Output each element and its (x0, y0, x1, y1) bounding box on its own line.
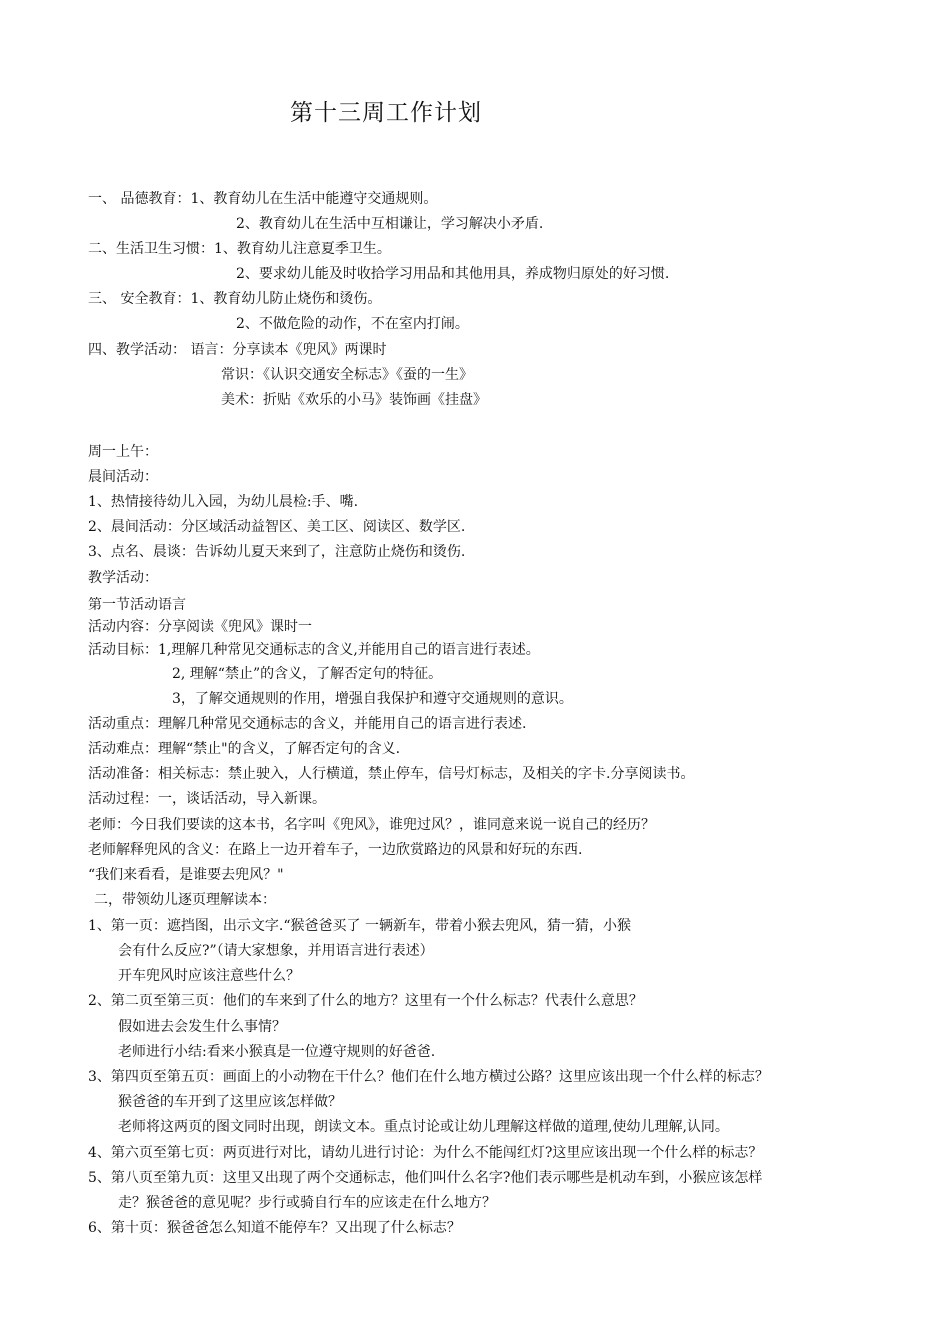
morning-activity-item-2: 2、晨间活动：分区域活动益智区、美工区、阅读区、数学区. (88, 519, 466, 535)
page-6-line: 6、第十页：猴爸爸怎么知道不能停车？又出现了什么标志？ (88, 1220, 461, 1236)
lesson-content: 活动内容：分享阅读《兜风》课时一 (88, 619, 312, 635)
lesson-goal-2: 2, 理解“禁止”的含义，了解否定句的特征。 (172, 666, 443, 682)
plan-teaching-line-3: 美术：折贴《欢乐的小马》装饰画《挂盘》 (221, 392, 487, 408)
morning-activity-item-1: 1、热情接待幼儿入园，为幼儿晨检:手、嘴. (88, 494, 359, 510)
page-1-line-3: 开车兜风时应该注意些什么？ (118, 968, 300, 984)
page-3-line-2: 猴爸爸的车开到了这里应该怎样做？ (118, 1094, 342, 1110)
lesson-goal-3: 3，了解交通规则的作用，增强自我保护和遵守交通规则的意识。 (172, 691, 573, 707)
lesson-preparation: 活动准备：相关标志：禁止驶入，人行横道，禁止停车，信号灯标志，及相关的字卡.分享阅读书。 (88, 766, 695, 782)
lesson-key-point: 活动重点：理解几种常见交通标志的含义，并能用自己的语言进行表述. (88, 716, 527, 732)
plan-safety-line-2: 2、不做危险的动作，不在室内打闹。 (236, 316, 469, 332)
morning-activity-item-3: 3、点名、晨谈：告诉幼儿夏天来到了，注意防止烧伤和烫伤. (88, 544, 466, 560)
plan-teaching-line-2: 常识：《认识交通安全标志》《蚕的一生》 (221, 367, 473, 383)
teacher-line-1: 老师：今日我们要读的这本书，名字叫《兜风》，谁兜过风？，谁同意来说一说自己的经历？ (88, 817, 655, 833)
lesson-difficulty: 活动难点：理解“禁止"的含义，了解否定句的含义. (88, 741, 401, 757)
lesson-goal-1: 活动目标：1,理解几种常见交通标志的含义,并能用自己的语言进行表述。 (88, 642, 540, 658)
teaching-activity-heading: 教学活动： (88, 570, 158, 586)
page-1-line-2: 会有什么反应?”（请大家想象，并用语言进行表述） (118, 943, 434, 959)
lesson-step-2: 二，带领幼儿逐页理解读本： (94, 892, 276, 908)
page-2-line-2: 假如进去会发生什么事情？ (118, 1019, 286, 1035)
plan-moral-line-2: 2、教育幼儿在生活中互相谦让，学习解决小矛盾. (236, 216, 544, 232)
page-2-line-1: 2、第二页至第三页：他们的车来到了什么的地方？这里有一个什么标志？代表什么意思？ (88, 993, 643, 1009)
page-4-line: 4、第六页至第七页：两页进行对比，请幼儿进行讨论：为什么不能闯红灯?这里应该出现一个什么样的标志？ (88, 1145, 763, 1161)
plan-safety-line-1: 三、 安全教育：1、教育幼儿防止烧伤和烫伤。 (88, 291, 382, 307)
plan-moral-line-1: 一、 品德教育：1、教育幼儿在生活中能遵守交通规则。 (88, 191, 438, 207)
lesson-section: 第一节活动语言 (88, 597, 186, 613)
page-title: 第十三周工作计划 (290, 100, 482, 126)
lesson-quote: “我们来看看，是谁要去兜风？" (88, 867, 284, 883)
page-5-line-1: 5、第八页至第九页：这里又出现了两个交通标志，他们叫什么名字?他们表示哪些是机动车到，小猴应该怎样 (88, 1170, 763, 1186)
page-3-line-1: 3、第四页至第五页：画面上的小动物在干什么？他们在什么地方横过公路？这里应该出现一个什么样的标志？ (88, 1069, 769, 1085)
teacher-line-2: 老师解释兜风的含义：在路上一边开着车子，一边欣赏路边的风景和好玩的东西. (88, 842, 583, 858)
plan-hygiene-line-2: 2、要求幼儿能及时收拾学习用品和其他用具，养成物归原处的好习惯. (236, 266, 670, 282)
lesson-process: 活动过程：一，谈话活动，导入新课。 (88, 791, 326, 807)
page-2-line-3: 老师进行小结:看来小猴真是一位遵守规则的好爸爸. (118, 1044, 436, 1060)
plan-teaching-line-1: 四、教学活动： 语言：分享读本《兜风》两课时 (88, 342, 387, 358)
plan-hygiene-line-1: 二、生活卫生习惯：1、教育幼儿注意夏季卫生。 (88, 241, 391, 257)
morning-activity-heading: 晨间活动： (88, 469, 158, 485)
page-3-line-3: 老师将这两页的图文同时出现，朗读文本。重点讨论或让幼儿理解这样做的道理,使幼儿理解,认同。 (118, 1119, 729, 1135)
page-1-line-1: 1、第一页：遮挡图，出示文字.“猴爸爸买了 一辆新车，带着小猴去兜风，猜一猜，小猴 (88, 918, 631, 934)
page-5-line-2: 走？猴爸爸的意见呢？步行或骑自行车的应该走在什么地方？ (118, 1195, 496, 1211)
monday-heading: 周一上午： (88, 444, 158, 460)
